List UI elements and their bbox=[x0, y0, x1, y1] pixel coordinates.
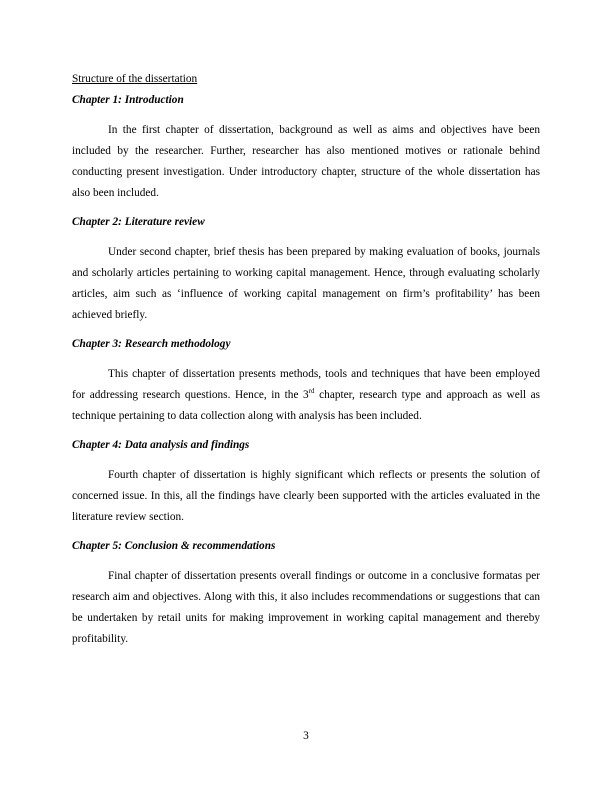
document-page bbox=[72, 70, 540, 650]
chapter-5-heading: Chapter 5: Conclusion & recommendations bbox=[72, 540, 276, 552]
chapter-3-text-before: This chapter of dissertation presents methods, tools and techniques that have been employed for addressing research questions. Hence, in the 3 bbox=[72, 368, 540, 401]
chapter-3-text-after: chapter, research type and approach as well as technique pertaining to data collection along with analysis has been included. bbox=[72, 389, 541, 422]
chapter-4-heading: Chapter 4: Data analysis and findings bbox=[72, 439, 250, 451]
chapter-1-paragraph: In the first chapter of dissertation, background as well as aims and objectives have been included by the researcher. Further, researcher has also mentioned motives or rationale behind conducting present investigation. Under introductory chapter, structure of the whole dissertation has also been included. bbox=[72, 124, 540, 199]
chapter-2-paragraph: Under second chapter, brief thesis has been prepared by making evaluation of books, journals and scholarly articles pertaining to working capital management. Hence, through evaluating scholarly articles, aim such as ‘influence of working capital management on firm’s profitability’ has been achieved briefly. bbox=[72, 246, 540, 321]
ordinal-superscript: rd bbox=[308, 387, 315, 396]
page-number: 3 bbox=[303, 730, 309, 742]
chapter-5-paragraph: Final chapter of dissertation presents overall findings or outcome in a conclusive formatas per research aim and objectives. Along with this, it also includes recommendations or suggestions that can be undertaken by retail units for making improvement in working capital management and thereby profitability. bbox=[72, 570, 540, 645]
chapter-4-paragraph: Fourth chapter of dissertation is highly significant which reflects or presents the solution of concerned issue. In this, all the findings have clearly been supported with the articles evaluated in the literature review section. bbox=[72, 469, 540, 523]
document-heading: Structure of the dissertation bbox=[72, 73, 198, 85]
chapter-3-paragraph bbox=[72, 364, 540, 427]
chapter-3-heading: Chapter 3: Research methodology bbox=[72, 338, 231, 350]
chapter-1-heading: Chapter 1: Introduction bbox=[72, 94, 184, 106]
chapter-2-heading: Chapter 2: Literature review bbox=[72, 216, 205, 228]
